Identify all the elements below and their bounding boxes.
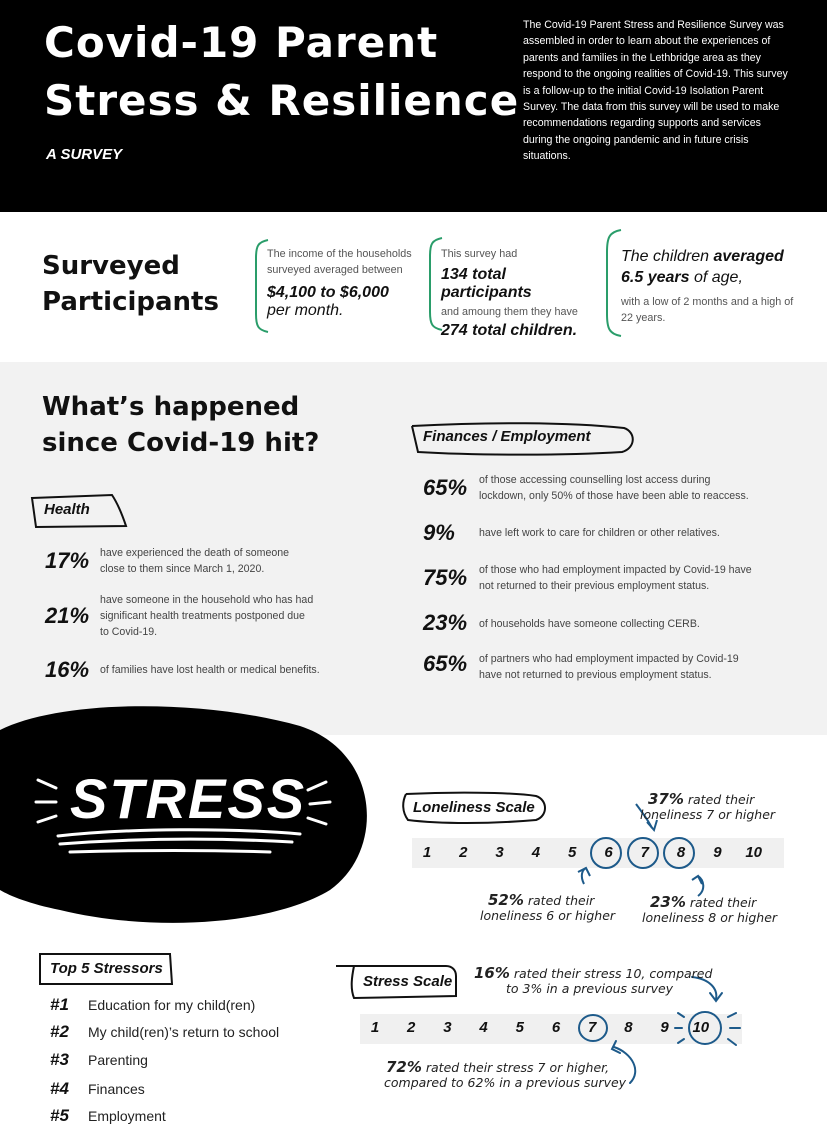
stress-note-16 <box>474 966 712 996</box>
stress-number-7: 7 <box>588 1019 597 1036</box>
st-72-pct: 72% <box>386 1058 422 1076</box>
loneliness-note-37 <box>640 790 776 822</box>
stress-number-4: 4 <box>479 1019 488 1036</box>
lon-37-text2: loneliness 7 or higher <box>640 807 776 822</box>
finances-pct-2: 9% <box>423 520 455 545</box>
happened-title-line-1: What’s happened <box>42 392 300 422</box>
st-72-text2: compared to 62% in a previous survey <box>384 1075 627 1090</box>
stressor-rank-2: #2 <box>50 1022 69 1041</box>
stressors-tag: Top 5 Stressors <box>50 960 163 977</box>
health-tag: Health <box>44 501 90 518</box>
title-line-1: Covid-19 Parent <box>44 18 439 67</box>
stress-number-2: 2 <box>407 1019 416 1036</box>
income-unit: per month. <box>267 302 344 319</box>
finances-pct-1: 65% <box>423 475 468 500</box>
lon-52-pct: 52% <box>488 891 524 909</box>
finances-pct-5: 65% <box>423 651 468 676</box>
finances-text-4: of households have someone collecting CERB. <box>479 618 700 630</box>
children-intro: and amoung them they have <box>441 306 578 318</box>
income-description: The income of the households surveyed averaged between <box>267 248 412 276</box>
loneliness-number-3: 3 <box>495 844 504 861</box>
loneliness-number-4: 4 <box>531 844 541 861</box>
age-averaged: averaged <box>713 248 784 265</box>
surveyed-title-line-2: Participants <box>42 287 219 317</box>
health-text-1: have experienced the death of someone close to them since March 1, 2020. <box>100 547 290 575</box>
st-16-pct: 16% <box>474 964 510 982</box>
health-pct-3: 16% <box>45 657 90 682</box>
stress-number-5: 5 <box>515 1019 524 1036</box>
stressor-text-1: Education for my child(ren) <box>88 997 256 1013</box>
lon-37-text1: rated their <box>683 792 755 807</box>
stressor-rank-3: #3 <box>50 1050 69 1069</box>
stress-number-10: 10 <box>692 1019 710 1036</box>
loneliness-number-1: 1 <box>422 844 432 861</box>
stress-number-3: 3 <box>443 1019 452 1036</box>
loneliness-number-7: 7 <box>640 844 649 861</box>
surveyed-title-line-1: Surveyed <box>42 251 180 281</box>
finances-text-5: of partners who had employment impacted by Covid-19 have not returned to previous employment status. <box>479 653 739 681</box>
income-range: $4,100 to $6,000 <box>267 284 389 301</box>
children-total: 274 total children. <box>441 322 578 339</box>
loneliness-number-6: 6 <box>604 844 613 861</box>
participants-intro: This survey had <box>441 248 518 260</box>
stressor-text-4: Finances <box>88 1081 145 1097</box>
loneliness-note-52 <box>480 891 616 923</box>
lon-23-text2: loneliness 8 or higher <box>642 910 778 925</box>
loneliness-number-2: 2 <box>459 844 468 861</box>
health-text-3: of families have lost health or medical benefits. <box>100 664 320 676</box>
stressor-text-2: My child(ren)’s return to school <box>88 1024 280 1040</box>
finances-text-1: of those accessing counselling lost access during lockdown, only 50% of those have been able to reaccess. <box>479 474 749 502</box>
age-pre: The children <box>621 248 714 265</box>
stress-note-72 <box>386 1060 626 1090</box>
age-stat <box>621 246 796 326</box>
happened-title <box>42 389 319 461</box>
st-72-text1: rated their stress 7 or higher, <box>421 1060 610 1075</box>
stress-number-9: 9 <box>660 1019 669 1036</box>
loneliness-number-8: 8 <box>676 844 686 861</box>
lon-37-pct: 37% <box>648 790 684 808</box>
finances-text-3: of those who had employment impacted by Covid-19 have not returned to their previous employment status. <box>479 564 752 592</box>
finances-tag: Finances / Employment <box>423 428 591 445</box>
stress-tag: Stress Scale <box>363 973 453 990</box>
finances-pct-4: 23% <box>423 610 468 635</box>
stressor-rank-5: #5 <box>50 1106 69 1125</box>
page-subtitle: A SURVEY <box>46 146 123 163</box>
health-pct-2: 21% <box>45 603 90 628</box>
lon-23-pct: 23% <box>650 893 686 911</box>
lon-52-text1: rated their <box>523 893 595 908</box>
participants-total: 134 total participants <box>441 266 532 301</box>
stress-heading: STRESS <box>70 767 307 830</box>
intro-paragraph: The Covid-19 Parent Stress and Resilience Survey was assembled in order to learn about the experiences of parents and families in the Lethbridge area as they respond to the ongoing realities of Covid-19. This survey is a follow-up to the initial Covid-19 Isolation Parent Survey. The data from this survey will be used to make recommendations regarding supports and services during the ongoing pandemic and in future crisis situations. <box>523 19 788 163</box>
income-stat <box>267 246 427 320</box>
stressor-text-3: Parenting <box>88 1052 148 1068</box>
page-title <box>44 14 519 130</box>
loneliness-note-23 <box>642 893 778 925</box>
surveyed-title <box>42 248 219 320</box>
loneliness-number-9: 9 <box>713 844 722 861</box>
loneliness-number-5: 5 <box>568 844 577 861</box>
lon-52-text2: loneliness 6 or higher <box>480 908 616 923</box>
health-pct-1: 17% <box>45 548 90 573</box>
stressor-rank-1: #1 <box>50 995 69 1014</box>
stressor-rank-4: #4 <box>50 1079 69 1098</box>
header <box>0 0 827 212</box>
finances-text-2: have left work to care for children or other relatives. <box>479 527 720 539</box>
age-years: 6.5 years <box>621 269 690 286</box>
age-post: of age, <box>689 269 743 286</box>
happened-title-line-2: since Covid-19 hit? <box>42 428 320 458</box>
lon-23-text1: rated their <box>685 895 757 910</box>
age-average <box>621 246 796 288</box>
stress-number-8: 8 <box>624 1019 633 1036</box>
loneliness-number-10: 10 <box>745 844 763 861</box>
st-16-text1: rated their stress 10, compared <box>509 966 713 981</box>
st-16-text2: to 3% in a previous survey <box>506 981 674 996</box>
title-line-2: Stress & Resilience <box>44 76 520 125</box>
stress-number-6: 6 <box>551 1019 561 1036</box>
stress-number-1: 1 <box>370 1019 380 1036</box>
participants-stat <box>441 246 601 340</box>
loneliness-tag: Loneliness Scale <box>413 799 535 816</box>
health-text-2: have someone in the household who has had significant health treatments postponed due to Covid-19. <box>100 594 314 638</box>
finances-pct-3: 75% <box>423 565 468 590</box>
age-range: with a low of 2 months and a high of 22 years. <box>621 296 794 324</box>
stressor-text-5: Employment <box>88 1108 166 1124</box>
